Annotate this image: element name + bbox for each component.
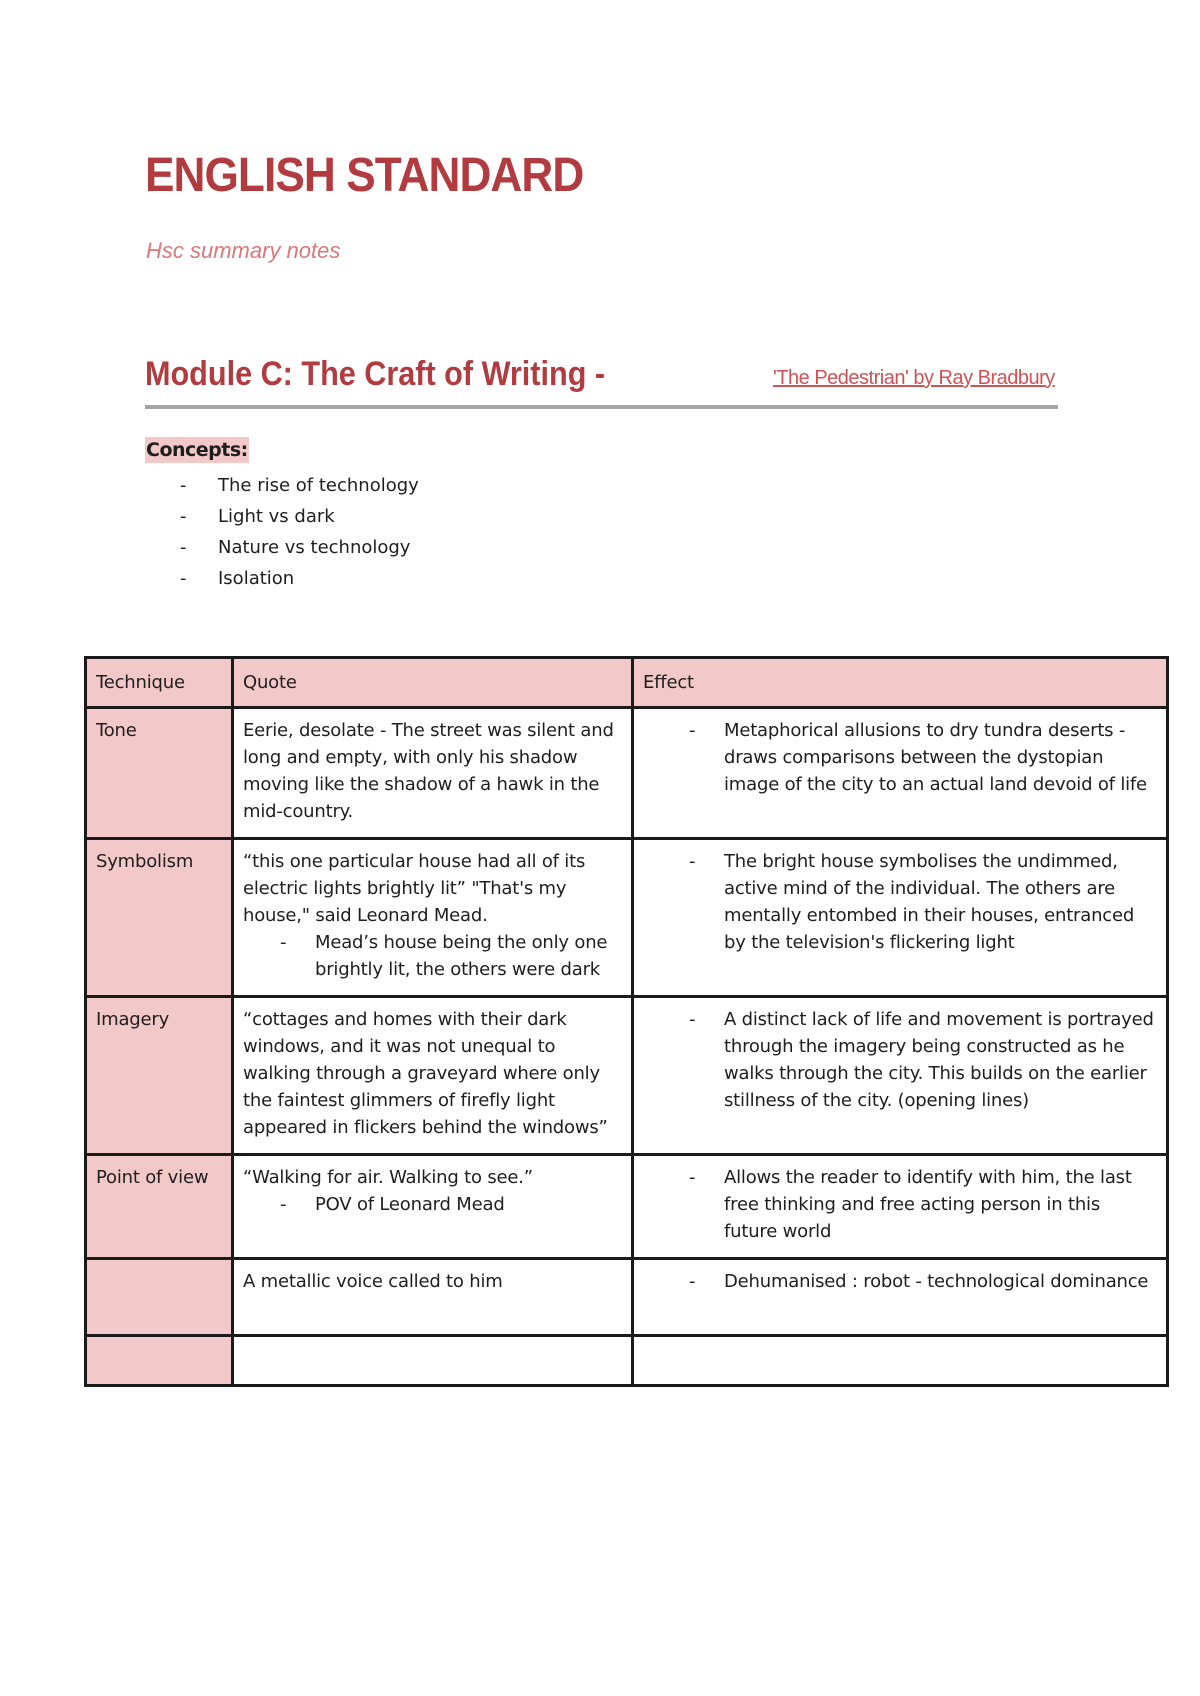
table-row <box>86 1336 1168 1386</box>
table-row <box>86 1155 1168 1259</box>
bullet-dash: - <box>280 1194 287 1215</box>
quote-text: “this one particular house had all of its electric lights brightly lit” "That's my house," said Leonard Mead. <box>243 851 586 926</box>
quote-text: “cottages and homes with their dark windows, and it was not unequal to walking through a graveyard where only the faintest glimmers of firefly light appeared in flickers behind the windows” <box>243 1009 608 1138</box>
effect-item <box>643 1164 1157 1245</box>
bullet-dash: - <box>180 568 187 589</box>
concepts-label: Concepts: <box>146 439 248 461</box>
effect-item <box>643 1268 1157 1295</box>
effect-cell <box>633 708 1168 839</box>
table-row <box>86 708 1168 839</box>
header-technique: Technique <box>86 658 233 708</box>
concept-item <box>180 563 419 594</box>
technique-cell: Symbolism <box>86 839 233 997</box>
technique-cell: Tone <box>86 708 233 839</box>
concept-text: Light vs dark <box>218 506 335 527</box>
quote-cell <box>233 1259 633 1336</box>
concept-item <box>180 501 419 532</box>
effect-cell <box>633 997 1168 1155</box>
table-row <box>86 1259 1168 1336</box>
effect-text: Dehumanised : robot - technological dominance <box>724 1271 1149 1292</box>
table-row <box>86 839 1168 997</box>
techniques-table <box>84 656 1169 1387</box>
quote-note-text: Mead’s house being the only one brightly lit, the others were dark <box>315 932 608 980</box>
document-subtitle: Hsc summary notes <box>146 238 341 263</box>
quote-text: Eerie, desolate - The street was silent and long and empty, with only his shadow moving like the shadow of a hawk in the mid-country. <box>243 720 614 822</box>
bullet-dash: - <box>180 537 187 558</box>
concept-text: Isolation <box>218 568 295 589</box>
effect-text: The bright house symbolises the undimmed, active mind of the individual. The others are mentally entombed in their houses, entranced by the television's flickering light <box>724 851 1135 953</box>
effect-text: Metaphorical allusions to dry tundra deserts - draws comparisons between the dystopian image of the city to an actual land devoid of life <box>724 720 1147 795</box>
concept-text: Nature vs technology <box>218 537 411 558</box>
bullet-dash: - <box>180 506 187 527</box>
bullet-dash: - <box>689 1167 696 1188</box>
effect-cell <box>633 1155 1168 1259</box>
bullet-dash: - <box>180 475 187 496</box>
bullet-dash: - <box>689 1271 696 1292</box>
effect-item <box>643 717 1157 798</box>
concepts-list <box>180 470 419 594</box>
module-heading: Module C: The Craft of Writing - <box>145 355 606 393</box>
effect-text: Allows the reader to identify with him, the last free thinking and free acting person in this future world <box>724 1167 1132 1242</box>
concept-item <box>180 532 419 563</box>
quote-text: A metallic voice called to him <box>243 1271 503 1292</box>
header-effect: Effect <box>633 658 1168 708</box>
quote-text: “Walking for air. Walking to see.” <box>243 1167 533 1188</box>
concept-text: The rise of technology <box>218 475 419 496</box>
bullet-dash: - <box>280 932 287 953</box>
technique-cell <box>86 1259 233 1336</box>
effect-cell <box>633 1259 1168 1336</box>
bullet-dash: - <box>689 851 696 872</box>
quote-cell <box>233 1336 633 1386</box>
quote-note <box>243 1191 622 1218</box>
effect-cell <box>633 1336 1168 1386</box>
quote-note <box>243 929 622 983</box>
technique-cell <box>86 1336 233 1386</box>
technique-cell: Point of view <box>86 1155 233 1259</box>
table-row <box>86 997 1168 1155</box>
header-quote: Quote <box>233 658 633 708</box>
quote-cell <box>233 708 633 839</box>
effect-item <box>643 1006 1157 1114</box>
effect-item <box>643 848 1157 956</box>
bullet-dash: - <box>689 720 696 741</box>
bullet-dash: - <box>689 1009 696 1030</box>
quote-note-text: POV of Leonard Mead <box>315 1194 505 1215</box>
module-heading-line <box>145 355 1060 394</box>
quote-cell <box>233 839 633 997</box>
heading-divider <box>145 405 1058 409</box>
document-title: ENGLISH STANDARD <box>145 149 584 202</box>
effect-cell <box>633 839 1168 997</box>
quote-cell <box>233 1155 633 1259</box>
technique-cell: Imagery <box>86 997 233 1155</box>
concept-item <box>180 470 419 501</box>
quote-cell <box>233 997 633 1155</box>
effect-text: A distinct lack of life and movement is portrayed through the imagery being constructed as he walks through the city. This builds on the earlier stillness of the city. (opening lines) <box>724 1009 1154 1111</box>
table-header-row <box>86 658 1168 708</box>
module-text-link[interactable]: 'The Pedestrian' by Ray Bradbury <box>773 367 1055 389</box>
